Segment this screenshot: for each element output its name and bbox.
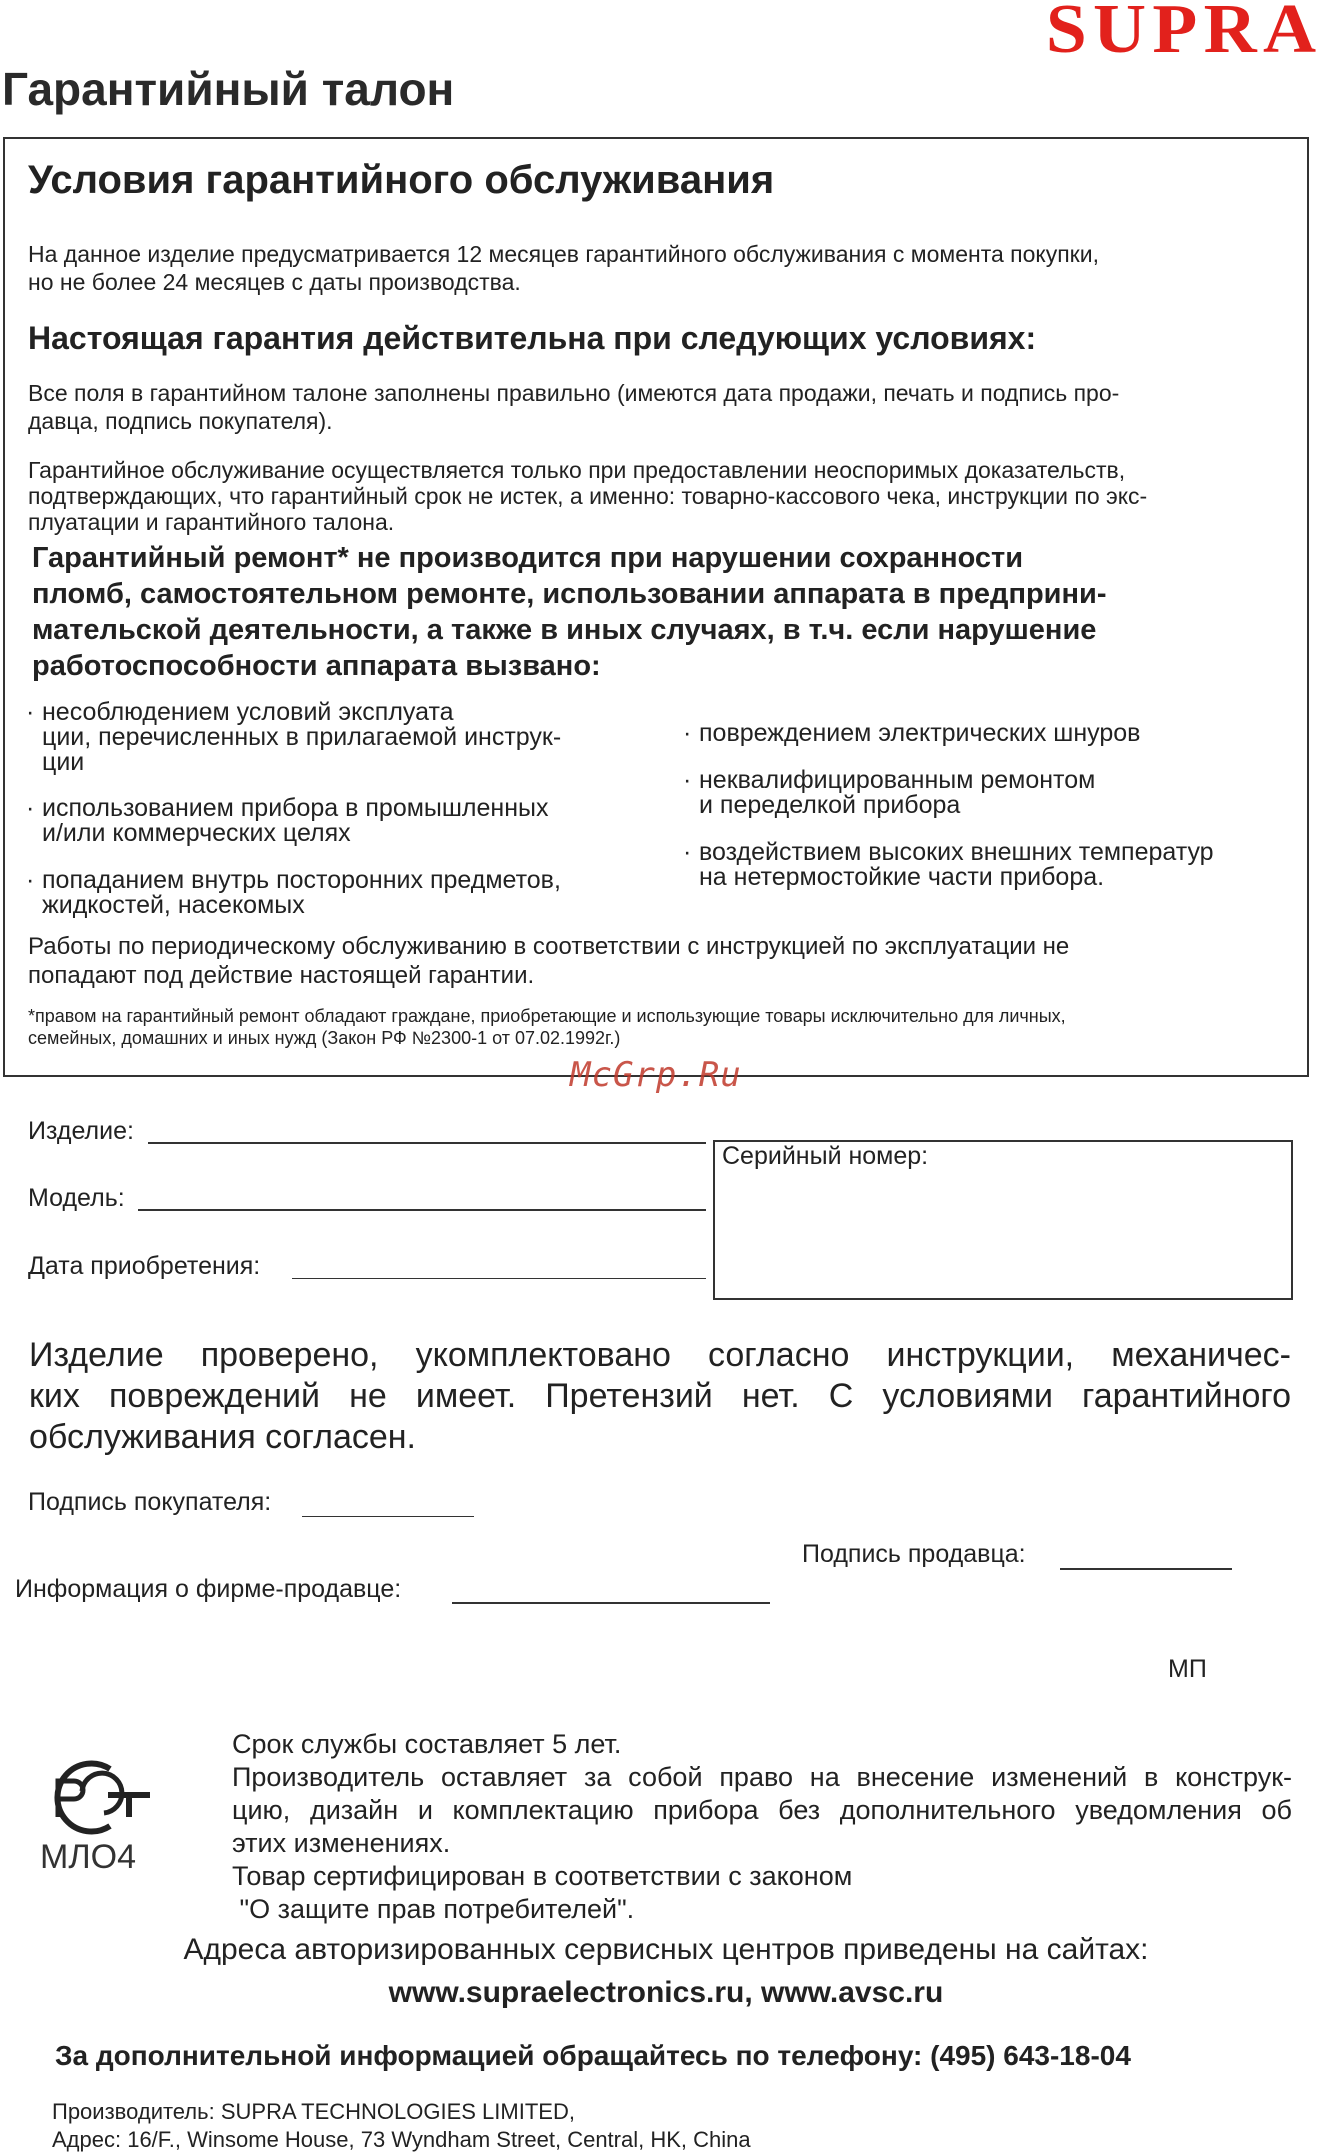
model-field[interactable] (138, 1209, 706, 1211)
buyer-signature-field[interactable] (302, 1516, 474, 1517)
text-line: обслуживания согласен. (29, 1418, 416, 1456)
text-line: Товар сертифицирован в соответствии с законом (232, 1861, 853, 1891)
product-label: Изделие: (28, 1117, 134, 1145)
model-label: Модель: (28, 1184, 125, 1212)
text-line: Адрес: 16/F., Winsome House, 73 Wyndham Street, Central, HK, China (52, 2127, 751, 2152)
seller-signature-label: Подпись продавца: (802, 1540, 1026, 1568)
page-title: Гарантийный талон (2, 63, 455, 115)
text-line: На данное изделие предусматривается 12 месяцев гарантийного обслуживания с момента покупки, (28, 241, 1099, 267)
seller-info-field[interactable] (452, 1602, 770, 1604)
text-line: работоспособности аппарата вызвано: (32, 650, 601, 682)
supra-logo: SUPRA (1045, 0, 1322, 68)
product-field[interactable] (148, 1142, 706, 1144)
repair-exclusions-heading (32, 540, 1302, 684)
footnote (28, 1005, 1288, 1049)
text-line: Изделие проверено, укомплектовано согласно инструкции, механичес- (29, 1336, 1291, 1374)
text-line: семейных, домашних и иных нужд (Закон РФ №2300-1 от 07.02.1992г.) (28, 1028, 621, 1048)
service-proof-text (28, 457, 1298, 535)
watermark: McGrp.Ru (570, 1055, 742, 1095)
warranty-period-text (28, 240, 1298, 296)
text-line: подтверждающих, что гарантийный срок не истек, а именно: товарно-кассового чека, инструкции по экс- (28, 483, 1148, 509)
list-item: · повреждением электрических шнуров (683, 719, 1141, 747)
text-line: Срок службы составляет 5 лет. (232, 1729, 622, 1759)
text-line: Работы по периодическому обслуживанию в соответствии с инструкцией по эксплуатации не (28, 933, 1070, 960)
text-line: плуатации и гарантийного талона. (28, 509, 395, 535)
text-line: цию, дизайн и комплектацию прибора без дополнительного уведомления об (232, 1795, 1292, 1825)
phone-info: За дополнительной информацией обращайтесь по телефону: (495) 643-18-04 (55, 2040, 1131, 2071)
conditions-heading: Условия гарантийного обслуживания (28, 158, 775, 202)
text-line: Производитель оставляет за собой право на внесение изменений в конструк- (232, 1762, 1292, 1792)
validity-heading: Настоящая гарантия действительна при следующих условиях: (28, 320, 1037, 356)
buyer-signature-label: Подпись покупателя: (28, 1488, 272, 1516)
list-item: · использованием прибора в промышленных и/или коммерческих целях (26, 794, 549, 847)
service-centers-text: Адреса авторизированных сервисных центров приведены на сайтах: (183, 1933, 1149, 1966)
purchase-date-field[interactable] (292, 1278, 706, 1279)
text-line: этих изменениях. (232, 1828, 451, 1858)
seller-signature-field[interactable] (1060, 1568, 1232, 1570)
text-line: *правом на гарантийный ремонт обладают граждане, приобретающие и использующие товары исключительно для личных, (28, 1006, 1066, 1026)
text-line: но не более 24 месяцев с даты производства. (28, 269, 521, 295)
text-line: "О защите прав потребителей". (232, 1894, 635, 1924)
text-line: пломб, самостоятельном ремонте, использовании аппарата в предприни- (32, 578, 1107, 610)
text-line: мательской деятельности, а также в иных случаях, в т.ч. если нарушение (32, 614, 1097, 646)
stamp-place: МП (1168, 1655, 1207, 1683)
certification-code: МЛО4 (40, 1838, 136, 1876)
text-line: давца, подпись покупателя). (28, 408, 333, 434)
text-line: Гарантийный ремонт* не производится при нарушении сохранности (32, 542, 1024, 574)
certification-mark-icon (38, 1755, 158, 1840)
seller-info-label: Информация о фирме-продавце: (15, 1575, 402, 1603)
text-line: Гарантийное обслуживание осуществляется только при предоставлении неоспоримых доказательств, (28, 457, 1126, 483)
list-item: · несоблюдением условий эксплуата ции, перечисленных в прилагаемой инструк- ции (26, 698, 562, 776)
manufacturer-info (52, 2098, 751, 2154)
serial-number-label: Серийный номер: (722, 1142, 929, 1170)
list-item: · попаданием внутрь посторонних предметов, жидкостей, насекомых (26, 866, 561, 919)
text-line: Все поля в гарантийном талоне заполнены правильно (имеются дата продажи, печать и подпись про- (28, 380, 1120, 406)
service-centers-links[interactable]: www.suprаelectronics.ru, www.avsc.ru (388, 1976, 944, 2009)
text-line: ких повреждений не имеет. Претензий нет. С условиями гарантийного (29, 1377, 1291, 1415)
fields-text (28, 379, 1298, 435)
text-line: попадают под действие настоящей гарантии. (28, 962, 535, 989)
purchase-date-label: Дата приобретения: (28, 1252, 261, 1280)
text-line: Производитель: SUPRA TECHNOLOGIES LIMITED, (52, 2099, 575, 2124)
service-life-info (232, 1728, 1292, 1926)
periodic-maintenance-text (28, 932, 1298, 990)
acceptance-statement (29, 1335, 1291, 1458)
list-item: · неквалифицированным ремонтом и переделкой прибора (683, 766, 1096, 819)
list-item: · воздействием высоких внешних температур на нетермостойкие части прибора. (683, 838, 1214, 891)
